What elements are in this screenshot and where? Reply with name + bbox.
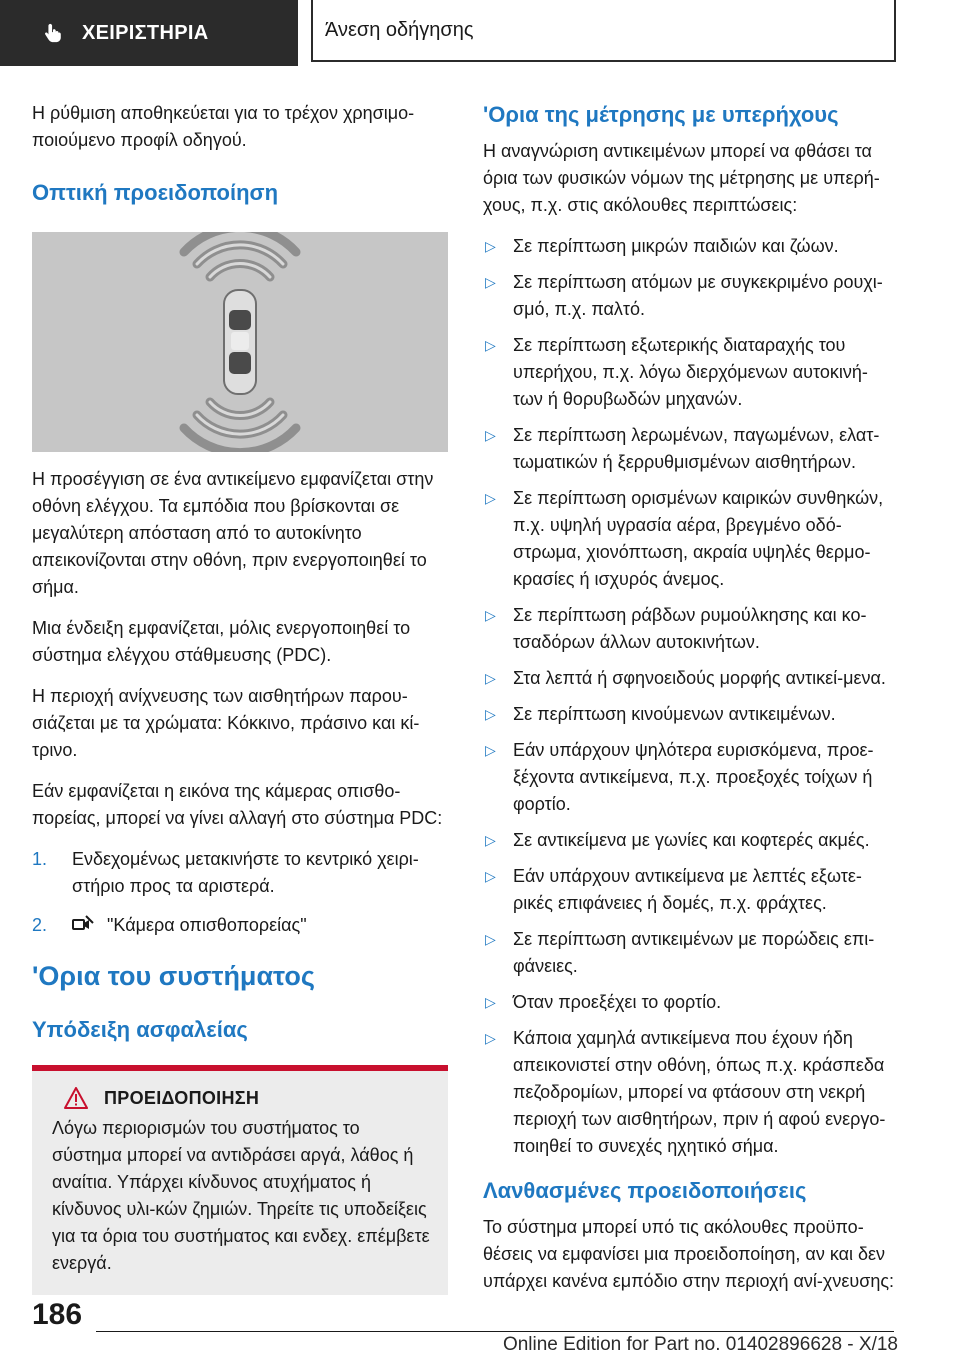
bullet-arrow-icon: ▷: [485, 238, 496, 254]
rear-camera-paragraph: Εάν εμφανίζεται η εικόνα της κάμερας οπισθο-πορείας, μπορεί να γίνει αλλαγή στο σύστημα PDC:: [32, 781, 443, 828]
parking-sensor-car-icon: [32, 232, 448, 452]
list-item: [483, 701, 895, 728]
screen-display-paragraph: Η προσέγγιση σε ένα αντικείμενο εμφανίζεται στην οθόνη ελέγχου. Τα εμπόδια που βρίσκονται σε μεγαλύτερη απόσταση από το αυτοκίνητο απεικονίζονται στην οθόνη, πριν ενεργοποιηθεί το σήμα.: [32, 469, 434, 597]
page-number: 186: [32, 1298, 83, 1331]
list-item: [483, 332, 895, 413]
step-item: [32, 912, 448, 939]
list-item-text: Στα λεπτά ή σφηνοειδούς μορφής αντικεί-μενα.: [513, 668, 886, 688]
list-item-text: Σε περίπτωση κινούμενων αντικειμένων.: [513, 704, 836, 724]
list-item-text: Εάν υπάρχουν ψηλότερα ευρισκόμενα, προε-ξέχοντα αντικείμενα, π.χ. προεξοχές τοίχων ή φορτίο.: [513, 740, 874, 814]
step-item: [32, 846, 448, 900]
bullet-arrow-icon: ▷: [485, 337, 496, 353]
list-item: [483, 737, 895, 818]
list-item-text: Σε περίπτωση μικρών παιδιών και ζώων.: [513, 236, 839, 256]
list-item: [483, 269, 895, 323]
step-text: Ενδεχομένως μετακινήστε το κεντρικό χειρι-στήριο προς τα αριστερά.: [72, 849, 419, 896]
list-item-text: Σε περίπτωση ορισμένων καιρικών συνθηκών, π.χ. υψηλή υγρασία αέρα, βρεγμένο οδό-στρωμα, χιονόπτωση, ακραία υψηλές θερμο-κρασίες ή ισχυρός άνεμος.: [513, 488, 884, 589]
warning-box: [32, 1065, 448, 1295]
intro-paragraph: Η ρύθμιση αποθηκεύεται για το τρέχον χρησιμο-ποιούμενο προφίλ οδηγού.: [32, 103, 415, 150]
list-item: [483, 827, 895, 854]
indicator-paragraph: Μια ένδειξη εμφανίζεται, μόλις ενεργοποιηθεί το σύστημα ελέγχου στάθμευσης (PDC).: [32, 618, 411, 665]
list-item-text: Σε περίπτωση αντικειμένων με πορώδεις επι-φάνειες.: [513, 929, 875, 976]
left-column: [32, 100, 448, 1295]
ultrasonic-limits-heading: 'Ορια της μέτρησης με υπερήχους: [483, 102, 839, 127]
edition-note: Online Edition for Part no. 01402896628 - X/18: [502, 1334, 898, 1355]
rear-camera-icon: [72, 915, 94, 933]
list-item: [483, 233, 895, 260]
switch-steps-list: [32, 846, 448, 939]
step-number: 2.: [32, 915, 48, 935]
list-item-text: Σε περίπτωση ατόμων με συγκεκριμένο ρουχι-σμό, π.χ. παλτό.: [513, 272, 883, 319]
bullet-arrow-icon: ▷: [485, 490, 496, 506]
optical-warning-heading: Οπτική προειδοποίηση: [32, 180, 279, 205]
manual-chapter-label: ΧΕΙΡΙΣΤΗΡΙΑ: [82, 21, 209, 44]
warning-title-row: [52, 1087, 430, 1109]
list-item-text: Σε περίπτωση εξωτερικής διαταραχής του υπερήχου, π.χ. λόγω διερχόμενων αυτοκινή-των ή θορυβωδών μηχανών.: [513, 335, 868, 409]
list-item: [483, 422, 895, 476]
warning-title: ΠΡΟΕΙΔΟΠΟΙΗΣΗ: [104, 1087, 260, 1108]
warning-text: Λόγω περιορισμών του συστήματος το σύστημα μπορεί να αντιδράσει αργά, λάθος ή αναίτια. Υπάρχει κίνδυνος ατυχήματος ή κίνδυνος υλι-κών ζημιών. Τηρείτε τις υποδείξεις για τα όρια του συστήματος και ενδεχ. επέμβετε ενεργά.: [52, 1118, 430, 1273]
bullet-arrow-icon: ▷: [485, 868, 496, 884]
list-item-text: Κάποια χαμηλά αντικείμενα που έχουν ήδη απεικονιστεί στην οθόνη, όπως π.χ. κράσπεδα πεζοδρομίων, μπορεί να φτάσουν στη νεκρή περιοχή των αισθητήρων, πριν ή αφού ενεργο-ποιηθεί το συνεχές ηχητικό σήμα.: [513, 1028, 886, 1156]
section-title-bar: [311, 0, 896, 62]
bullet-arrow-icon: ▷: [485, 994, 496, 1010]
list-item: [483, 602, 895, 656]
system-limits-heading: 'Ορια του συστήματος: [32, 961, 315, 991]
false-warnings-text: Το σύστημα μπορεί υπό τις ακόλουθες προϋπο-θέσεις να εμφανίσει μια προειδοποίηση, αν και δεν υπάρχει κανένα εμπόδιο στην περιοχή ανί-χνευσης:: [483, 1217, 895, 1291]
safety-note-heading: Υπόδειξη ασφαλείας: [32, 1017, 248, 1042]
list-item-text: Εάν υπάρχουν αντικείμενα με λεπτές εξωτε-ρικές επιφάνειες ή δομές, π.χ. φράχτες.: [513, 866, 862, 913]
list-item: [483, 989, 895, 1016]
manual-chapter-tab: [0, 0, 298, 66]
bullet-arrow-icon: ▷: [485, 274, 496, 290]
parking-sensor-figure: [32, 232, 448, 452]
list-item: [483, 1025, 895, 1160]
list-item: [483, 863, 895, 917]
step-number: 1.: [32, 849, 48, 869]
bullet-arrow-icon: ▷: [485, 1030, 496, 1046]
list-item: [483, 665, 895, 692]
bullet-arrow-icon: ▷: [485, 742, 496, 758]
detection-area-paragraph: Η περιοχή ανίχνευσης των αισθητήρων παρου-σιάζεται με τα χρώματα: Κόκκινο, πράσινο και κί-τρινο.: [32, 686, 420, 760]
bullet-arrow-icon: ▷: [485, 931, 496, 947]
bullet-arrow-icon: ▷: [485, 427, 496, 443]
bullet-arrow-icon: ▷: [485, 670, 496, 686]
bullet-arrow-icon: ▷: [485, 706, 496, 722]
step-text: "Κάμερα οπισθοπορείας": [107, 915, 307, 935]
bullet-arrow-icon: ▷: [485, 832, 496, 848]
limitation-list: [483, 233, 895, 1160]
list-item-text: Σε περίπτωση λερωμένων, παγωμένων, ελατ-τωματικών ή ξερρυθμισμένων αισθητήρων.: [513, 425, 880, 472]
section-title: Άνεση οδήγησης: [325, 18, 474, 41]
list-item: [483, 926, 895, 980]
list-item: [483, 485, 895, 593]
ultrasonic-intro: Η αναγνώριση αντικειμένων μπορεί να φθάσει τα όρια των φυσικών νόμων της μέτρησης με υπερή-χους, π.χ. στις ακόλουθες περιπτώσεις:: [483, 141, 880, 215]
footer-divider: [96, 1331, 894, 1332]
hand-pointer-icon: [42, 22, 64, 44]
right-column: [483, 100, 895, 1309]
warning-triangle-icon: [64, 1087, 88, 1109]
list-item-text: Σε αντικείμενα με γωνίες και κοφτερές ακμές.: [513, 830, 870, 850]
false-warnings-heading: Λανθασμένες προειδοποιήσεις: [483, 1178, 807, 1203]
list-item-text: Σε περίπτωση ράβδων ρυμούλκησης και κο-τσαδόρων άλλων αυτοκινήτων.: [513, 605, 867, 652]
bullet-arrow-icon: ▷: [485, 607, 496, 623]
list-item-text: Όταν προεξέχει το φορτίο.: [513, 992, 722, 1012]
